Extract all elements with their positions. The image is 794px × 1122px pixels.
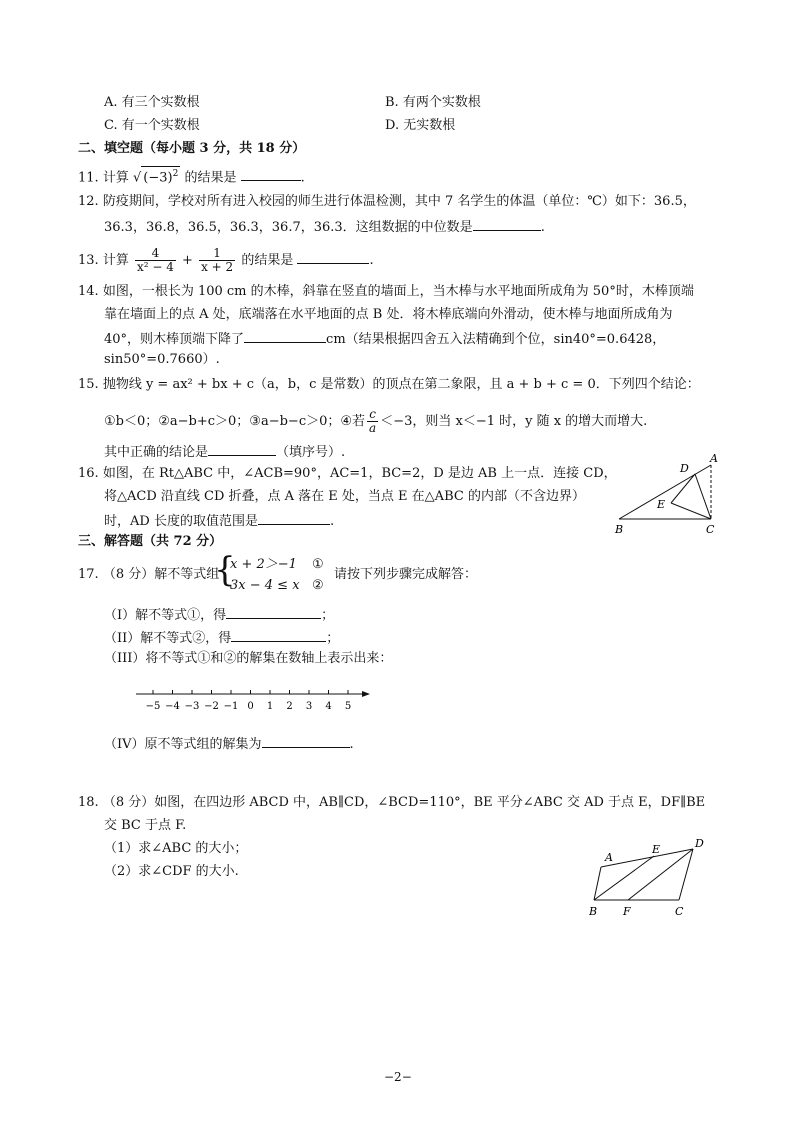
q18-part-1: （1）求∠ABC 的大小；: [104, 841, 248, 856]
inequality-brace: {: [214, 550, 236, 590]
segment-dc: [695, 474, 711, 519]
q18-part-2: （2）求∠CDF 的大小.: [104, 864, 239, 879]
q15-answer-blank[interactable]: [208, 442, 276, 456]
q11-prefix: 计算: [102, 170, 129, 186]
label-a: A: [605, 851, 613, 864]
label-e: E: [652, 843, 661, 856]
question-16-line-1: 16. 如图，在 Rt△ABC 中，∠ACB=90°，AC=1，BC=2，D 是边 AB 上一点．连接 CD，: [78, 466, 617, 481]
label-d: D: [695, 837, 704, 850]
q17-step1-blank[interactable]: [226, 605, 321, 619]
q17-step-1: （I）解不等式①，得 ；: [104, 605, 334, 625]
segment-cd: [679, 849, 693, 900]
number-line-tick-label: 1: [266, 701, 274, 712]
number-line-tick-label: −1: [223, 701, 239, 712]
number-line-tick-label: 3: [305, 701, 313, 712]
q15-fraction: $\frac{c}{a}$: [369, 407, 377, 435]
label-e: E: [657, 498, 666, 511]
q12-number: 12.: [78, 194, 99, 209]
label-b: B: [615, 523, 624, 536]
question-16-line-3: 时，AD 长度的取值范围是 .: [104, 511, 334, 531]
question-14-line-3: 40°，则木棒顶端下降了 cm（结果根据四舍五入法精确到个位，sin40°=0.6428，: [104, 329, 665, 349]
q10-option-d: D. 无实数根: [385, 118, 456, 133]
label-f: F: [623, 905, 631, 918]
q13-answer-blank[interactable]: [297, 250, 369, 264]
q17-inequality-1: x + 2＞−1: [230, 557, 297, 572]
question-13: 13. 计算 $\frac{4}{\text{x² − 4}}$ + $\frac{1}{x + 2}$ 的结果是 .: [78, 246, 374, 274]
section-2-title: 二、填空题（每小题 3 分，共 18 分）: [78, 141, 306, 156]
question-18-line-1: 18. （8 分）如图，在四边形 ABCD 中，AB∥CD，∠BCD=110°，BE 平分∠ABC 交 AD 于点 E，DF∥BE: [78, 795, 706, 810]
q10-option-c: C. 有一个实数根: [104, 118, 200, 133]
question-15-line-2: ①b＜0；②a−b+c＞0；③a−b−c＞0；④若 $\frac{c}{a}$ ＜−3，则当 x＜−1 时，y 随 x 的增大而增大.: [104, 407, 648, 435]
q17-instruction: 请按下列步骤完成解答：: [334, 567, 478, 582]
segment-ad: [601, 849, 693, 867]
number-line-tick-label: −2: [204, 701, 219, 712]
number-line-tick-label: 0: [247, 701, 254, 712]
label-b: B: [589, 905, 598, 918]
q17-step4-blank[interactable]: [262, 734, 350, 748]
q10-option-b: B. 有两个实数根: [385, 95, 481, 110]
q17-step-2: （II）解不等式②，得 ；: [104, 628, 339, 648]
q13-fraction-1: $\frac{4}{\text{x² − 4}}$: [136, 246, 174, 274]
q16-number: 16.: [78, 466, 99, 481]
question-17-header: 17. （8 分）解不等式组: [78, 567, 220, 582]
q18-number: 18.: [78, 795, 99, 810]
label-d: D: [680, 462, 689, 475]
label-c: C: [706, 523, 715, 536]
number-line-tick-label: −3: [184, 701, 200, 712]
number-line-tick-label: 5: [344, 701, 352, 712]
q16-triangle-figure: [605, 452, 725, 540]
label-a: A: [710, 452, 718, 465]
q14-number: 14.: [78, 284, 99, 299]
q11-radicand: $(-3)^2$: [141, 166, 180, 185]
segment-de: [671, 474, 695, 503]
segment-df: [628, 849, 693, 900]
number-line-tick-label: 2: [286, 701, 293, 712]
segment-ec: [671, 503, 711, 519]
section-3-title: 三、解答题（共 72 分）: [78, 534, 223, 549]
question-15-line-1: 15. 抛物线 y = ax² + bx + c（a，b，c 是常数）的顶点在第二象限，且 a + b + c = 0．下列四个结论：: [78, 377, 700, 392]
q17-step-4: （IV）原不等式组的解集为 .: [104, 734, 354, 754]
q10-option-a: A. 有三个实数根: [104, 95, 200, 110]
question-14-line-1: 14. 如图，一根长为 100 cm 的木棒，斜靠在竖直的墙面上，当木棒与水平地面所成角为 50°时，木棒顶端: [78, 284, 694, 299]
q17-mark-1: ①: [312, 557, 324, 572]
q17-step2-blank[interactable]: [231, 628, 326, 642]
q11-answer-blank[interactable]: [241, 167, 301, 181]
q15-number: 15.: [78, 377, 99, 392]
page-number: −2−: [384, 1070, 412, 1084]
question-11: 11. 计算 √ $(-3)^2$ 的结果是 .: [78, 166, 305, 187]
q12-answer-blank[interactable]: [473, 217, 541, 231]
q11-suffix: 的结果是: [184, 170, 237, 186]
q17-mark-2: ②: [312, 578, 324, 593]
question-18-line-2: 交 BC 于点 F.: [104, 818, 187, 833]
number-line-tick-label: 4: [325, 701, 332, 712]
q17-number: 17.: [78, 567, 99, 582]
q17-inequality-2: 3x − 4 ≤ x: [230, 578, 300, 593]
question-12-line-2: 36.3，36.8，36.5，36.3，36.7，36.3．这组数据的中位数是 .: [104, 217, 545, 237]
label-c: C: [675, 905, 684, 918]
question-14-line-4: sin50°=0.7660）.: [104, 352, 220, 367]
question-14-line-2: 靠在墙面上的点 A 处，底端落在水平地面的点 B 处．将木棒底端向外滑动，使木棒与地面所成角为: [104, 307, 673, 322]
question-12-line-1: 12. 防疫期间，学校对所有进入校园的师生进行体温检测，其中 7 名学生的体温（单位：℃）如下：36.5，: [78, 194, 696, 209]
q17-step-3: （III）将不等式①和②的解集在数轴上表示出来：: [104, 651, 393, 666]
q14-answer-blank[interactable]: [244, 329, 326, 343]
sqrt-sign: √: [132, 170, 142, 186]
q13-fraction-2: $\frac{1}{x + 2}$: [201, 246, 234, 274]
q18-quadrilateral-figure: [585, 835, 715, 921]
number-line-arrow: [362, 691, 370, 697]
q13-number: 13.: [78, 253, 99, 268]
question-16-line-2: 将△ACD 沿直线 CD 折叠，点 A 落在 E 处，当点 E 在△ABC 的内部（不含边界）: [104, 489, 585, 504]
q11-number: 11.: [78, 170, 99, 186]
number-line-tick-label: −5: [145, 701, 161, 712]
number-line-tick-label: −4: [165, 701, 180, 712]
q16-answer-blank[interactable]: [258, 511, 330, 525]
number-line: [130, 684, 375, 714]
question-15-line-3: 其中正确的结论是 （填序号）.: [104, 442, 345, 462]
